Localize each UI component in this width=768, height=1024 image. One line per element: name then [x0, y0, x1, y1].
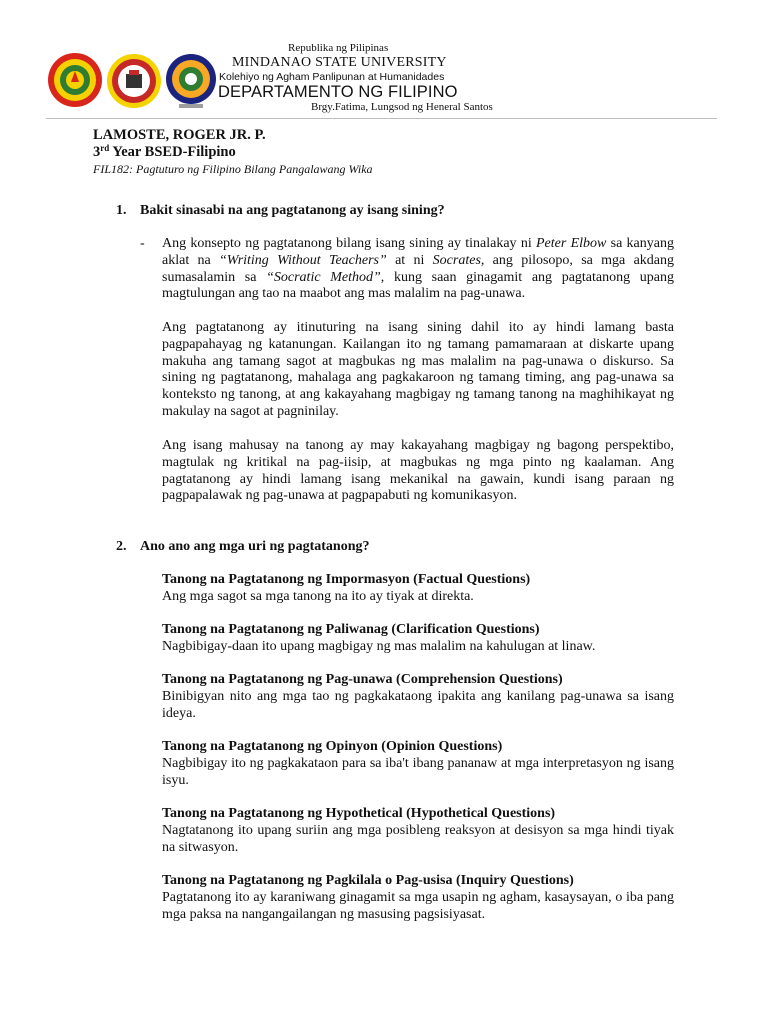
question-type-item: Tanong na Pagtatanong ng Hypothetical (Hypothetical Questions) Nagtatanong ito upang suriin ang mga posibleng reaksyon at desisyon sa mga hindi tiyak na sitwasyon. — [162, 806, 674, 855]
address-line: Brgy.Fatima, Lungsod ng Heneral Santos — [311, 101, 493, 113]
answer-1-paragraph-3: Ang isang mahusay na tanong ay may kakayahang magbigay ng bagong perspektibo, magtulak ng kritikal na pag-iisip, at magbukas ng mga pinto ng kaalaman. Ang pagtatanong ay hindi lamang isang mekanikal na gawain, kundi isang paraan ng pagpapalawak ng pag-unawa at pagpapabuti ng komunikasyon. — [162, 438, 674, 504]
question-type-item: Tanong na Pagtatanong ng Pag-unawa (Comprehension Questions) Binibigyan nito ang mga tao ng pagkakataong ipakita ang kanilang pag-unawa sa isang ideya. — [162, 672, 674, 721]
college-name: Kolehiyo ng Agham Panlipunan at Humanidades — [219, 71, 445, 83]
letterhead — [0, 38, 768, 120]
college-seal-icon — [106, 52, 162, 110]
answer-1-paragraph-2: Ang pagtatanong ay itinuturing na isang sining dahil ito ay hindi lamang basta pagpapahayag ng katanungan. Kailangan ito ng tamang pamamaraan at diskarte upang makuha ang tamang sagot at magbukas ng mas malalim na pag-unawa o diskurso. Sa sining ng pagtatanong, mahalaga ang pagkakaroon ng tamang timing, ang pag-unawa sa konteksto ng tanong, at ang kakayahang magbigay ng tamang tanong na maghihikayat ng makulay na sagot at pagninilay. — [162, 320, 674, 419]
question-type-item: Tanong na Pagtatanong ng Pagkilala o Pag-usisa (Inquiry Questions) Pagtatanong ito ay karaniwang ginagamit sa mga usapin ng agham, kasaysayan, o iba pang mga paksa na nangangailangan ng masusing pagsisiyasat. — [162, 873, 674, 922]
header-divider — [46, 118, 717, 119]
student-info — [93, 127, 373, 177]
department-seal-icon — [165, 52, 217, 110]
course-title: FIL182: Pagtuturo ng Filipino Bilang Pangalawang Wika — [93, 162, 373, 176]
question-type-item: Tanong na Pagtatanong ng Impormasyon (Factual Questions) Ang mga sagot sa mga tanong na ito ay tiyak at direkta. — [162, 572, 531, 604]
bullet-dash: - — [140, 236, 145, 251]
student-name: LAMOSTE, ROGER JR. P. — [93, 127, 266, 143]
student-year: 3rd Year BSED-Filipino — [93, 143, 236, 160]
university-name: MINDANAO STATE UNIVERSITY — [232, 55, 447, 70]
logo-group — [46, 52, 216, 114]
document-page: Republika ng Pilipinas MINDANAO STATE UNIVERSITY Kolehiyo ng Agham Panlipunan at Humanidades DEPARTAMENTO NG FILIPINO Brgy.Fatima, Lungsod ng Heneral Santos LAMOSTE, ROGER JR. P. 3rd Year BSED-Filipino FIL182: Pagtuturo ng Filipino Bilang Pangalawang Wika 1. Bakit sinasabi na ang pagtatanong ay isang sining? - Ang konsepto ng pagtatanong bilang isang sining ay tinalakay ni Peter Elbow sa kanyang aklat na “Writing Without Teachers” at ni Socrates, ang pilosopo, sa mga akdang sumasalamin sa “Socratic Method”, kung saan ginagamit ang pagtatanong upang magtulungan ang tao na maabot ang mas malalim na pag-unawa. Ang pagtatanong ay itinuturing na isang sining dahil ito ay hindi lamang basta pagpapahayag ng katanungan. Kailangan ito ng tamang pamamaraan at diskarte upang makuha ang tamang sagot at magbukas ng mas malalim na pag-unawa o diskurso. Sa sining ng pagtatanong, mahalaga ang pagkakaroon ng tamang timing, ang pag-unawa sa konteksto ng tanong, at ang kakayahang magbigay ng tamang tanong na maghihikayat ng makulay na sagot at pagninilay. Ang isang mahusay na tanong ay may kakayahang magbigay ng bagong perspektibo, magtulak ng kritikal na pag-iisip, at magbukas ng mga pinto ng kaalaman. Ang pagtatanong ay hindi lamang isang mekanikal na gawain, kundi isang paraan ng pagpapalawak ng pag-unawa at pagpapabuti ng komunikasyon. 2. Ano ano ang mga uri ng pagtatanong? Tanong na Pagtatanong ng Impormasyon (Factual Questions) Ang mga sagot sa mga tanong na ito ay tiyak at direkta. Tanong na Pagtatanong ng Paliwanag (Clarification Questions) Nagbibigay-daan ito upang magbigay ng mas malalim na kahulugan at linaw. Tanong na Pagtatanong ng Pag-unawa (Comprehension Questions) Binibigyan nito ang mga tao ng pagkakataong ipakita ang kanilang pag-unawa sa isang ideya. Tanong na Pagtatanong ng Opinyon (Opinion Questions) Nagbibigay ito ng pagkakataon para sa iba't ibang pananaw at mga interpretasyon ng isang isyu. Tanong na Pagtatanong ng Hypothetical (Hypothetical Questions) Nagtatanong ito upang suriin ang mga posibleng reaksyon at desisyon sa mga hindi tiyak na sitwasyon. Tanong na Pagtatanong ng Pagkilala o Pag-usisa (Inquiry Questions) Pagtatanong ito ay karaniwang ginagamit sa mga usapin ng agham, kasaysayan, o iba pang mga paksa na nangangailangan ng masusing pagsisiyasat. — [0, 0, 768, 1024]
university-seal-icon — [46, 52, 104, 108]
department-name: DEPARTAMENTO NG FILIPINO — [218, 83, 458, 101]
republic-line: Republika ng Pilipinas — [288, 42, 389, 54]
answer-1-paragraph-1: Ang konsepto ng pagtatanong bilang isang sining ay tinalakay ni Peter Elbow sa kanyang aklat na “Writing Without Teachers” at ni Socrates, ang pilosopo, sa mga akdang sumasalamin sa “Socratic Method”, kung saan ginagamit ang pagtatanong upang magtulungan ang tao na maabot ang mas malalim na pag-unawa. — [162, 236, 675, 302]
question-type-item: Tanong na Pagtatanong ng Paliwanag (Clarification Questions) Nagbibigay-daan ito upang magbigay ng mas malalim na kahulugan at linaw. — [162, 622, 596, 654]
question-type-item: Tanong na Pagtatanong ng Opinyon (Opinion Questions) Nagbibigay ito ng pagkakataon para sa iba't ibang pananaw at mga interpretasyon ng isang isyu. — [162, 739, 674, 788]
